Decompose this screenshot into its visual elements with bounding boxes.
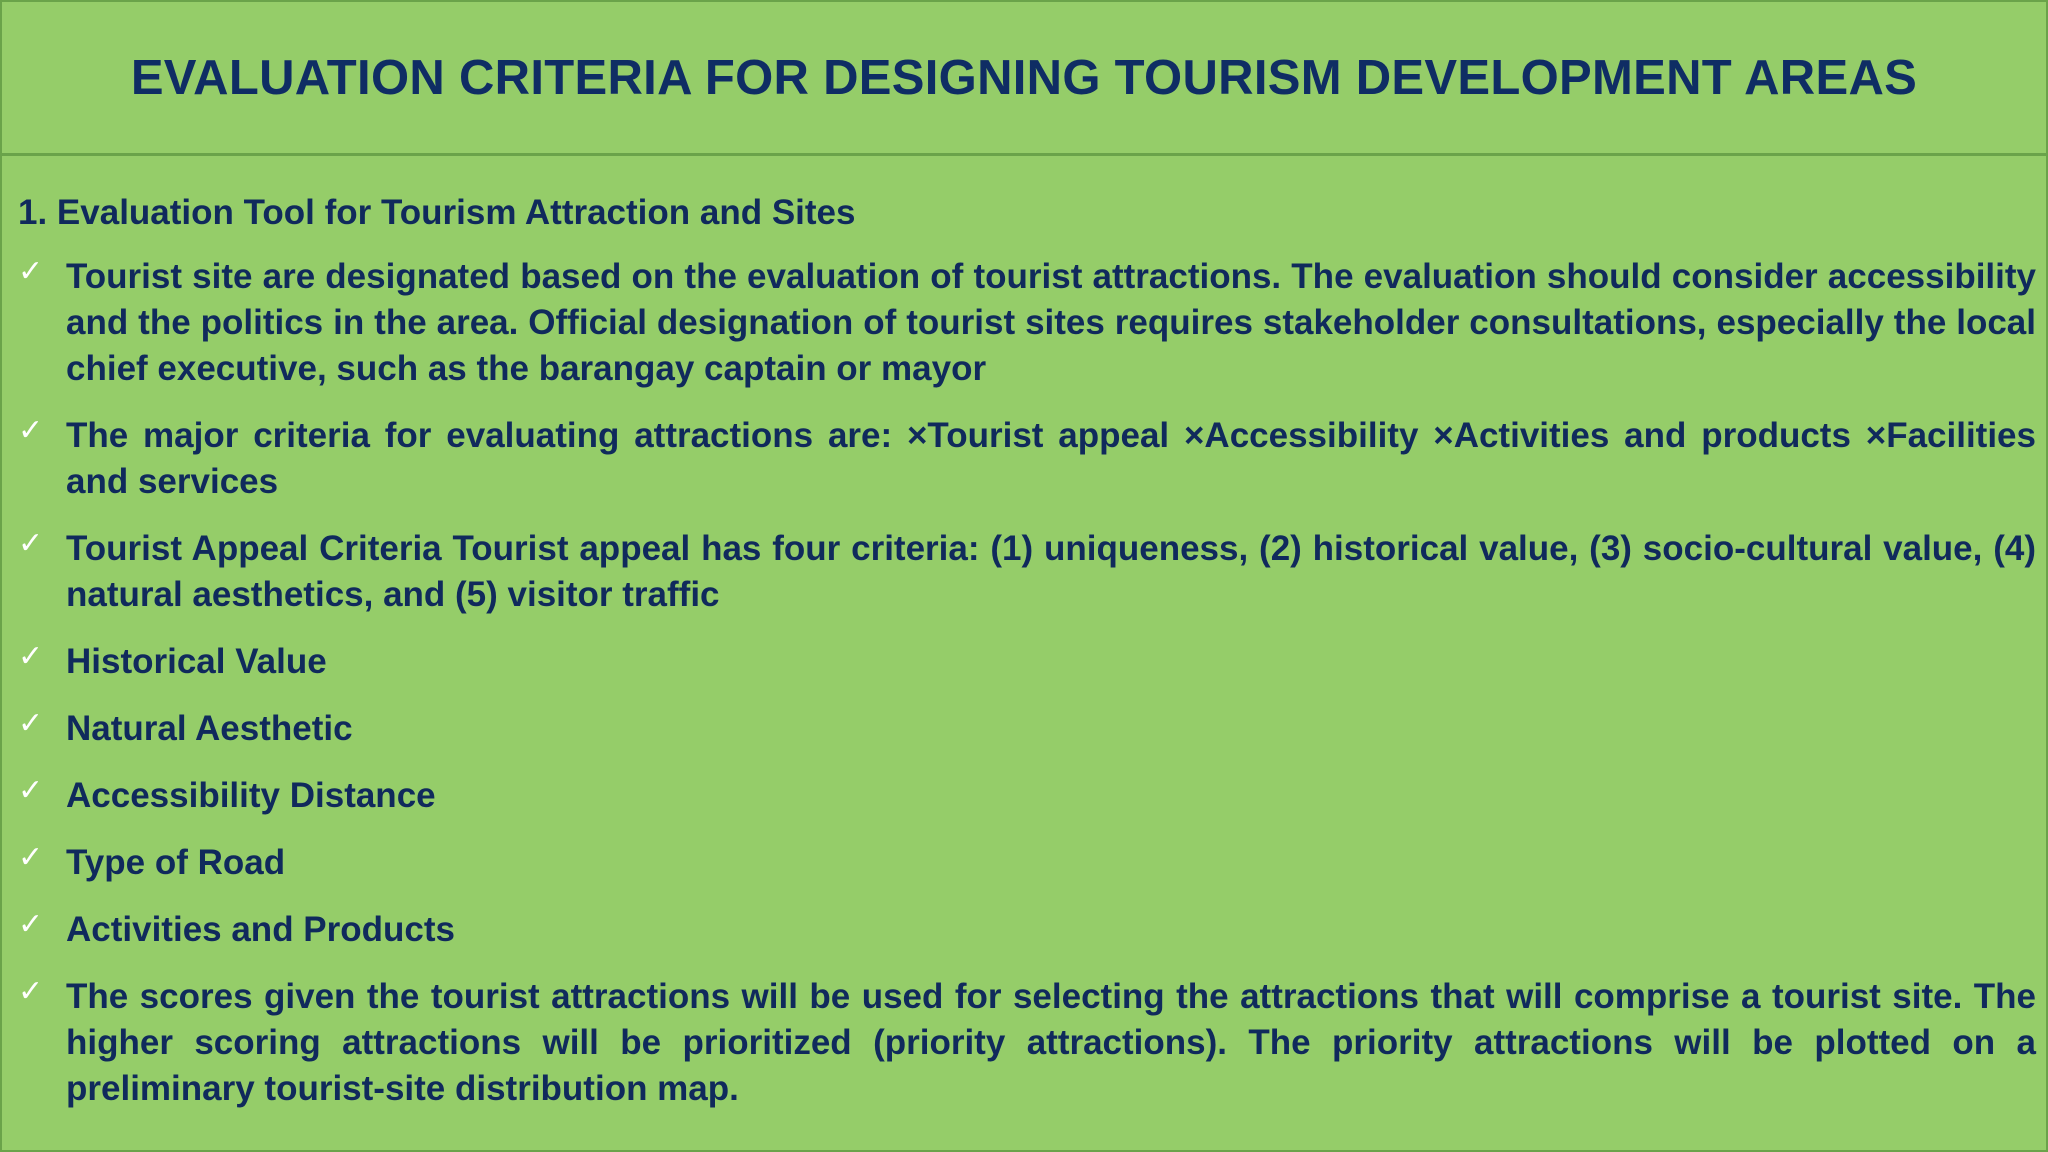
checkmark-icon: ✓ <box>18 639 44 673</box>
list-item-text: Activities and Products <box>66 909 455 949</box>
list-item <box>18 413 2036 505</box>
list-item-text: Historical Value <box>66 641 327 681</box>
list-item-text: Type of Road <box>66 842 286 882</box>
list-item-text: The major criteria for evaluating attractions are: ×Tourist appeal ×Accessibility ×Activities and products ×Facilities and services <box>66 415 2036 501</box>
checkmark-icon: ✓ <box>18 254 44 288</box>
checkmark-icon: ✓ <box>18 773 44 807</box>
criteria-list <box>18 254 2036 1112</box>
checkmark-icon: ✓ <box>18 706 44 740</box>
slide-content <box>18 190 2036 1133</box>
title-bar <box>2 2 2046 156</box>
checkmark-icon: ✓ <box>18 526 44 560</box>
checkmark-icon: ✓ <box>18 974 44 1008</box>
list-item <box>18 773 2036 819</box>
list-item <box>18 639 2036 685</box>
list-item-text: Tourist Appeal Criteria Tourist appeal has four criteria: (1) uniqueness, (2) historical value, (3) socio-cultural value, (4) natural aesthetics, and (5) visitor traffic <box>66 528 2036 614</box>
checkmark-icon: ✓ <box>18 413 44 447</box>
list-item <box>18 974 2036 1112</box>
list-item <box>18 254 2036 392</box>
list-item <box>18 840 2036 886</box>
list-item <box>18 706 2036 752</box>
list-item-text: Tourist site are designated based on the evaluation of tourist attractions. The evaluation should consider accessibility and the politics in the area. Official designation of tourist sites requires stakeholder consultations, especially the local chief executive, such as the barangay captain or mayor <box>66 256 2036 388</box>
list-item-text: The scores given the tourist attractions will be used for selecting the attractions that will comprise a tourist site. The higher scoring attractions will be prioritized (priority attractions). The priority attractions will be plotted on a preliminary tourist-site distribution map. <box>66 976 2036 1108</box>
list-item <box>18 907 2036 953</box>
section-heading: 1. Evaluation Tool for Tourism Attraction and Sites <box>18 193 856 232</box>
slide-title: EVALUATION CRITERIA FOR DESIGNING TOURISM DEVELOPMENT AREAS <box>130 50 1918 105</box>
checkmark-icon: ✓ <box>18 907 44 941</box>
list-item-text: Natural Aesthetic <box>66 708 353 748</box>
list-item <box>18 526 2036 618</box>
list-item-text: Accessibility Distance <box>66 775 436 815</box>
checkmark-icon: ✓ <box>18 840 44 874</box>
